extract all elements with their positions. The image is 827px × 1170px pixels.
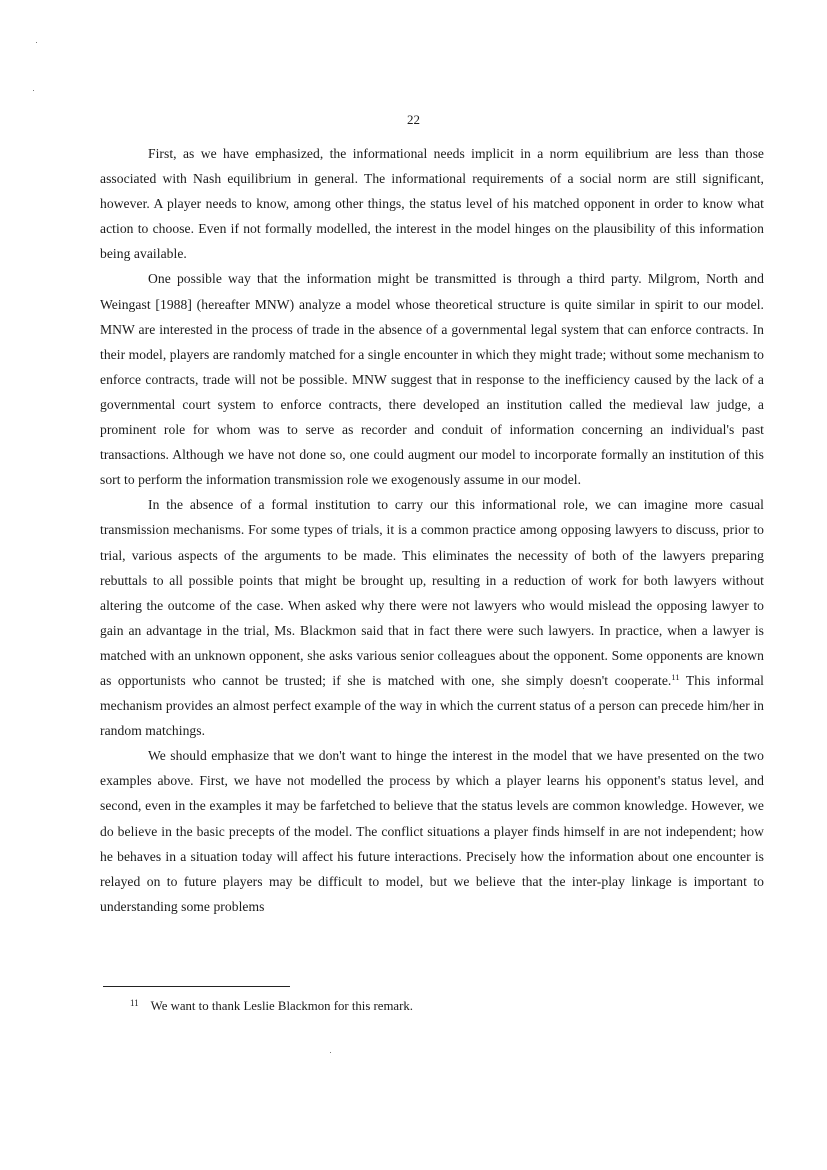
- footnote-divider: [103, 986, 290, 987]
- footnote-number: 11: [130, 998, 139, 1008]
- scan-speck: [33, 90, 34, 91]
- body-text: [100, 141, 764, 919]
- page-number: 22: [407, 112, 420, 127]
- paragraph-4: We should emphasize that we don't want to hinge the interest in the model that we have presented on the two examples above. First, we have not modelled the process by which a player learns his opponent's status level, and second, even in the examples it may be farfetched to believe that the status levels are common knowledge. However, we do believe in the basic precepts of the model. The conflict situations a player finds himself in are not independent; how he behaves in a situation today will affect his future interactions. Precisely how the information about one encounter is relayed on to future players may be difficult to model, but we believe that the inter-play linkage is important to understanding some problems: [100, 748, 764, 914]
- footnote: [130, 998, 413, 1014]
- paragraph-2: One possible way that the information might be transmitted is through a third party. Milgrom, North and Weingast [1988] (hereafter MNW) analyze a model whose theoretical structure is quite similar in spirit to our model. MNW are interested in the process of trade in the absence of a governmental legal system that can enforce contracts. In their model, players are randomly matched for a single encounter in which they might trade; without some mechanism to enforce contracts, trade will not be possible. MNW suggest that in response to the inefficiency caused by the lack of a governmental court system to enforce contracts, there developed an institution called the medieval law judge, a prominent role for whom was to serve as recorder and conduit of information concerning an individual's past transactions. Although we have not done so, one could augment our model to incorporate formally an institution of this sort to perform the information transmission role we exogenously assume in our model.: [100, 271, 764, 488]
- paragraph-3-text-continued: This informal mechanism provides an almost perfect example of the way in which the current status of a person can precede him/her in random matchings.: [100, 672, 764, 739]
- paragraph-3-text: In the absence of a formal institution to carry our this informational role, we can imagine more casual transmission mechanisms. For some types of trials, it is a common practice among opposing lawyers to discuss, prior to trial, various aspects of the arguments to be made. This eliminates the necessity of both of the lawyers preparing rebuttals to all possible points that might be brought up, resulting in a reduction of work for both lawyers without altering the outcome of the case. When asked why there were not lawyers who would mislead the opposing lawyer to gain an advantage in the trial, Ms. Blackmon said that in fact there were such lawyers. In practice, when a lawyer is matched with an unknown opponent, she asks various senior colleagues about the opponent. Some opponents are known as opportunists who cannot be trusted; if she is matched with one, she simply doesn't cooperate.: [100, 497, 764, 688]
- scan-speck: [583, 688, 584, 689]
- paragraph-1: First, as we have emphasized, the informational needs implicit in a norm equilibrium are less than those associated with Nash equilibrium in general. The informational requirements of a social norm are still significant, however. A player needs to know, among other things, the status level of his matched opponent in order to know what action to choose. Even if not formally modelled, the interest in the model hinges on the plausibility of this information being available.: [100, 146, 764, 262]
- scan-speck: [36, 42, 37, 43]
- footnote-reference[interactable]: 11: [671, 671, 680, 682]
- paragraph-3: [100, 492, 764, 743]
- scan-speck: [330, 1052, 331, 1053]
- footnote-text: We want to thank Leslie Blackmon for this remark.: [150, 999, 413, 1013]
